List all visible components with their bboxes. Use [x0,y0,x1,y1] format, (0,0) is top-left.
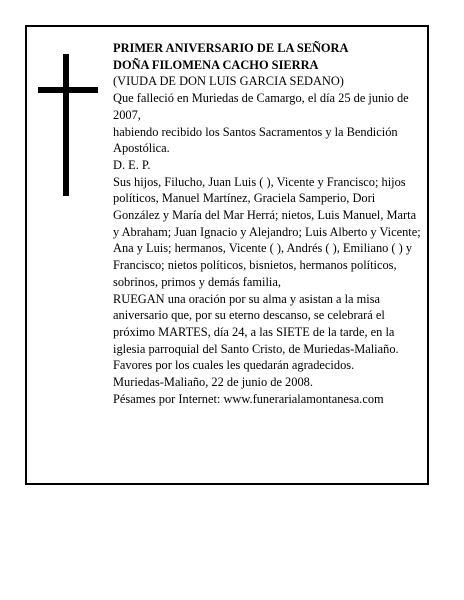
place-date: Muriedas-Maliaño, 22 de junio de 2008. [113,375,313,390]
cross-icon [38,54,98,196]
title-line-2: DOÑA FILOMENA CACHO SIERRA [113,57,319,72]
title-line-1: PRIMER ANIVERSARIO DE LA SEÑORA [113,41,349,55]
family: Sus hijos, Filucho, Juan Luis ( ), Vicente y Francisco; hijos políticos, Manuel Martínez, Graciela Samperio, Dori González y María del Mar Herrá; nietos, Luis Manuel, Marta y Abraham; Juan Ignacio y Alejandro; Luis Alberto y Vicente; Ana y Luis; hermanos, Vicente ( ), Andrés ( ), Emiliano ( ) y Francisco; nietos políticos, bisnietos, hermanos políticos, sobrinos, primos y demás familia, [113,174,421,289]
rip: D. E. P. [113,157,151,172]
request-lead: RUEGAN [113,291,165,306]
death-info: Que falleció en Muriedas de Camargo, el día 25 de junio de 2007, [113,91,409,122]
sacraments: habiendo recibido los Santos Sacramentos y la Bendición Apostólica. [113,124,398,156]
request-rest: una oración por su alma y asistan a la misa aniversario que, por su eterno descanso, se celebrará el próximo MARTES, día 24, a las SIETE de la tarde, en la iglesia parroquial del Santo Cristo, de Muriedas-Maliaño. Favores por los cuales les quedarán agradecidos. [113,291,399,373]
request [113,291,425,375]
condolences: Pésames por Internet: www.funerarialamontanesa.com [113,391,384,406]
widow-of: (VIUDA DE DON LUIS GARCIA SEDANO) [113,74,344,89]
obituary-text [113,40,425,407]
